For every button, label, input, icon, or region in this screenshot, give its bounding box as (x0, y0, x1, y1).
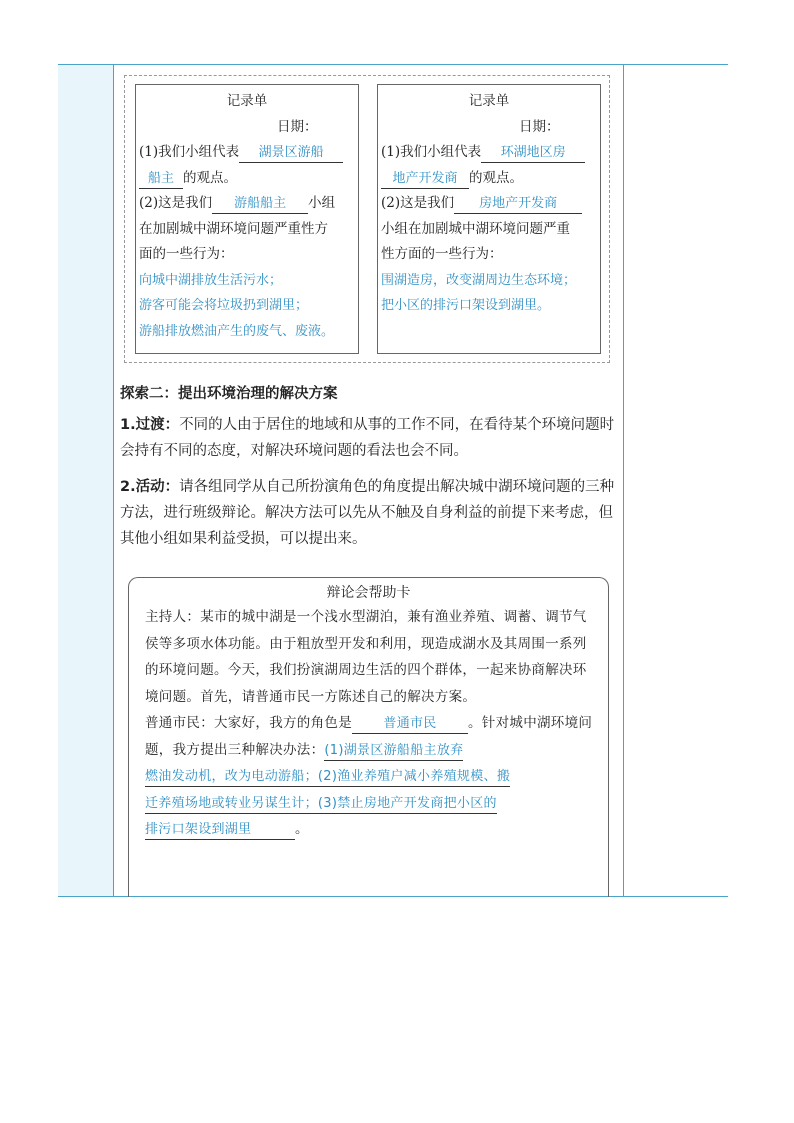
record-line-4: 面的一些行为： (139, 246, 234, 262)
record-line-1: (1)我们小组代表 湖景区游船 (139, 140, 355, 166)
answer-role: 环湖地区房 (481, 144, 585, 163)
record-line-1: (1)我们小组代表 环湖地区房 (381, 140, 597, 166)
paragraph-activity: 2.活动：请各组同学从自己所扮演角色的角度提出解决城中湖环境问题的三种方法，进行班级辩论。解决方法可以先从不触及自身利益的前提下来考虑，但其他小组如果利益受损，可以提出来。 (120, 479, 615, 547)
behavior-item: 游船排放燃油产生的废气、废液。 (139, 323, 335, 339)
paragraph-transition: 1.过渡：不同的人由于居住的地域和从事的工作不同，在看待某个环境问题时会持有不同的态度，对解决环境问题的看法也会不同。 (120, 417, 615, 459)
record-date: 日期： (277, 118, 318, 135)
behavior-item: 把小区的排污口架设到湖里。 (381, 298, 551, 313)
record-line-1b: 地产开发商 的观点。 (381, 166, 597, 192)
record-line-3: 小组在加剧城中湖环境问题严重 (381, 220, 570, 237)
behavior-item: 围湖造房，改变湖周边生态环境； (381, 272, 577, 288)
record-sheets-container (124, 75, 610, 363)
section-heading: 探索二：提出环境治理的解决方案 (120, 386, 338, 402)
citizen-statement: 普通市民：大家好，我方的角色是 普通市民 。针对城中湖环境问题，我方提出三种解决办法：(1)湖景区游船船主放弃 燃油发动机，改为电动游船；(2)渔业养殖户减小养殖规模、搬 迁养殖场地或转业另谋生计；(3)禁止房地产开发商把小区的 排污口架设到湖里 。 (145, 710, 594, 843)
record-sheet-left (135, 84, 359, 354)
answer-role: 湖景区游船 (239, 144, 343, 163)
record-title: 记录单 (226, 93, 268, 109)
record-title: 记录单 (468, 93, 510, 109)
record-line-2: (2)这是我们 房地产开发商 (381, 191, 597, 217)
help-card-body (129, 604, 608, 843)
record-line-2: (2)这是我们 游船船主 小组 (139, 191, 355, 217)
behavior-item: 向城中湖排放生活污水； (139, 272, 283, 288)
help-card-title: 辩论会帮助卡 (326, 585, 411, 601)
record-line-1b: 船主 的观点。 (139, 166, 355, 192)
left-margin-column (58, 65, 114, 896)
host-statement: 主持人：某市的城中湖是一个浅水型湖泊，兼有渔业养殖、调蓄、调节气侯等多项水体功能。由于粗放型开发和利用，现造成湖水及其周围一系列的环境问题。今天，我们扮演湖周边生活的四个群体，一起来协商解决环境问题。首先，请普通市民一方陈述自己的解决方案。 (145, 609, 587, 705)
right-column-divider (623, 65, 624, 896)
debate-help-card (128, 577, 609, 897)
record-line-4: 性方面的一些行为： (381, 246, 503, 262)
behavior-item: 游客可能会将垃圾扔到湖里； (139, 298, 309, 313)
record-date: 日期： (519, 118, 560, 135)
record-line-3: 在加剧城中湖环境问题严重性方 (139, 220, 328, 237)
record-sheet-right (377, 84, 601, 354)
